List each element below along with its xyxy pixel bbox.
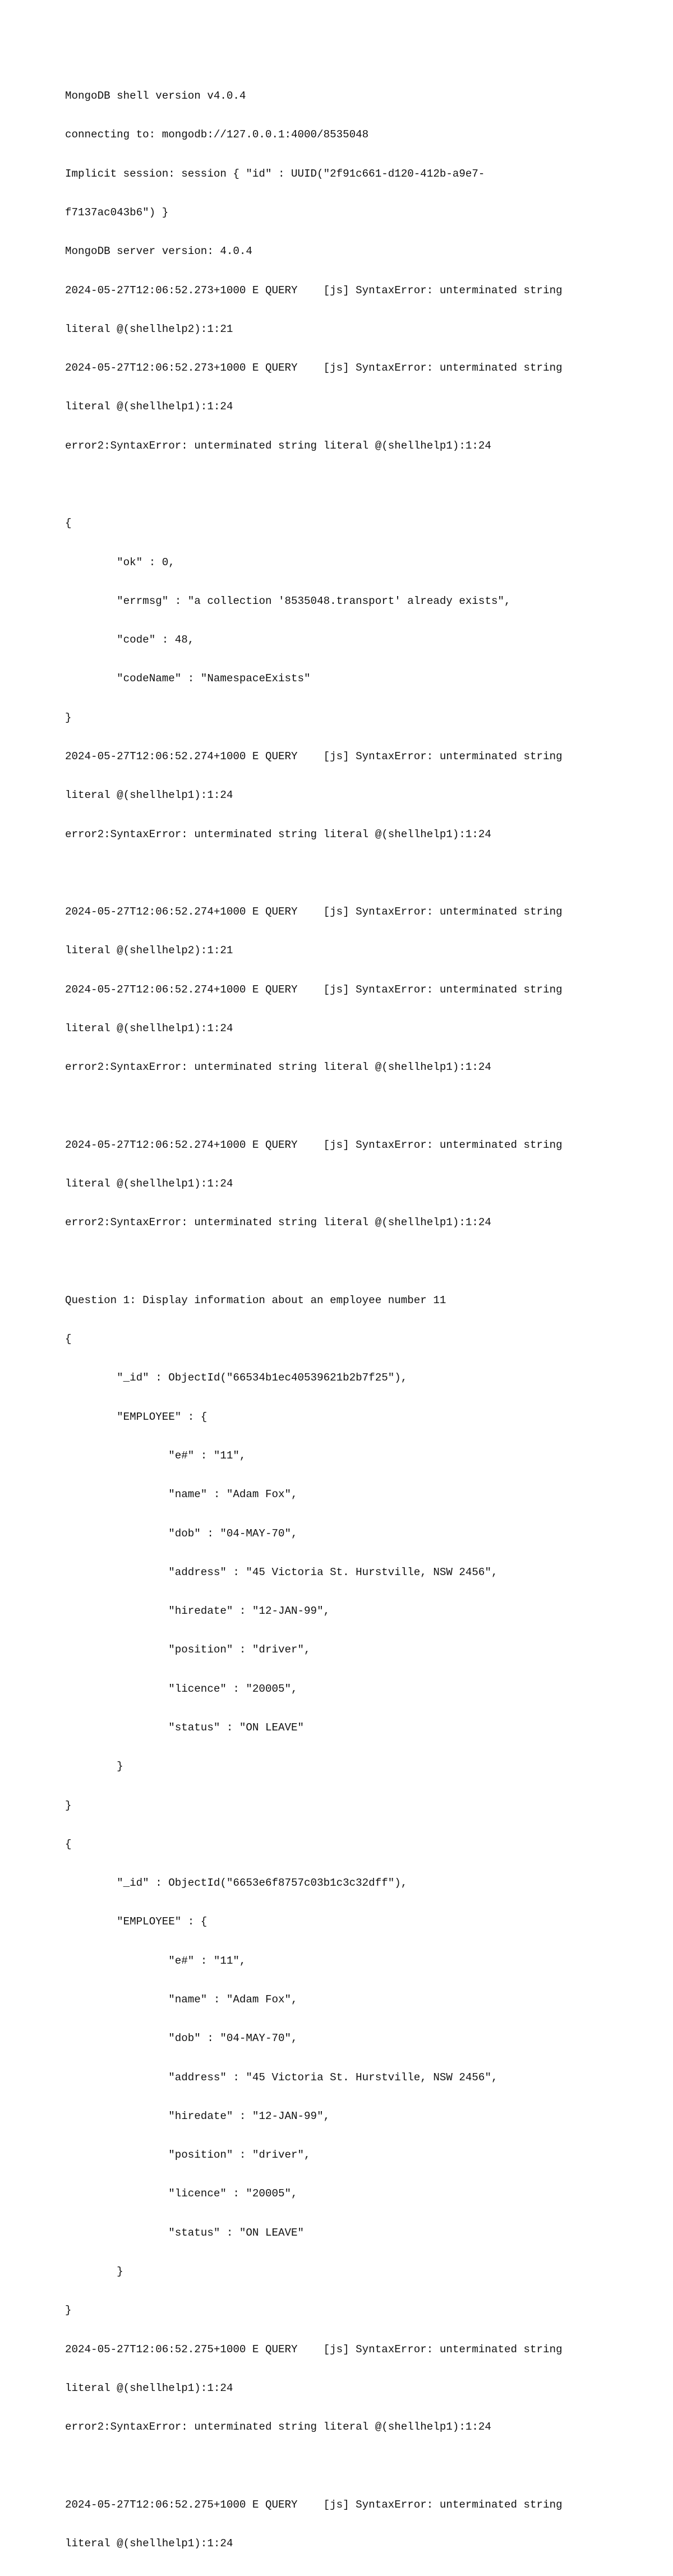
- output-line: MongoDB shell version v4.0.4: [65, 90, 246, 103]
- output-line: }: [65, 2265, 123, 2278]
- output-line: 2024-05-27T12:06:52.274+1000 E QUERY [js] SyntaxError: unterminated string: [65, 1138, 563, 1151]
- output-line: }: [65, 1799, 72, 1812]
- output-line: "licence" : "20005",: [65, 2187, 298, 2200]
- output-line: "hiredate" : "12-JAN-99",: [65, 1605, 330, 1618]
- output-line: MongoDB server version: 4.0.4: [65, 245, 252, 258]
- output-line: "EMPLOYEE" : {: [65, 1410, 208, 1423]
- output-line: "dob" : "04-MAY-70",: [65, 2032, 298, 2045]
- output-line: error2:SyntaxError: unterminated string literal @(shellhelp1):1:24: [65, 439, 491, 452]
- output-line: "code" : 48,: [65, 634, 195, 647]
- output-line: literal @(shellhelp1):1:24: [65, 1022, 233, 1035]
- output-line: Implicit session: session { "id" : UUID("2f91c661-d120-412b-a9e7-: [65, 167, 485, 180]
- output-line: 2024-05-27T12:06:52.274+1000 E QUERY [js] SyntaxError: unterminated string: [65, 906, 563, 918]
- output-line: literal @(shellhelp1):1:24: [65, 400, 233, 413]
- output-line: "status" : "ON LEAVE": [65, 1721, 305, 1734]
- output-line: [65, 2459, 626, 2472]
- output-line: "EMPLOYEE" : {: [65, 1915, 208, 1928]
- output-line: "e#" : "11",: [65, 1954, 246, 1967]
- output-line: "name" : "Adam Fox",: [65, 1488, 298, 1501]
- output-line: "licence" : "20005",: [65, 1682, 298, 1695]
- output-line: {: [65, 1333, 72, 1346]
- output-line: literal @(shellhelp2):1:21: [65, 322, 233, 335]
- output-line: "position" : "driver",: [65, 2149, 311, 2162]
- output-line: [65, 1100, 626, 1113]
- output-line: literal @(shellhelp1):1:24: [65, 789, 233, 802]
- output-line: "errmsg" : "a collection '8535048.transport' already exists",: [65, 594, 511, 607]
- question-heading: Question 1: Display information about an employee number 11: [65, 1294, 446, 1307]
- output-line: 2024-05-27T12:06:52.273+1000 E QUERY [js] SyntaxError: unterminated string: [65, 284, 563, 297]
- output-line: "dob" : "04-MAY-70",: [65, 1527, 298, 1540]
- output-line: "name" : "Adam Fox",: [65, 1993, 298, 2006]
- output-line: }: [65, 1760, 123, 1773]
- output-line: literal @(shellhelp1):1:24: [65, 1178, 233, 1190]
- output-line: "hiredate" : "12-JAN-99",: [65, 2109, 330, 2122]
- output-line: "address" : "45 Victoria St. Hurstville, NSW 2456",: [65, 2071, 498, 2084]
- output-line: error2:SyntaxError: unterminated string literal @(shellhelp1):1:24: [65, 1216, 491, 1229]
- output-line: literal @(shellhelp1):1:24: [65, 2381, 233, 2394]
- output-line: [65, 1255, 626, 1268]
- output-line: "e#" : "11",: [65, 1449, 246, 1462]
- output-line: 2024-05-27T12:06:52.274+1000 E QUERY [js] SyntaxError: unterminated string: [65, 983, 563, 996]
- shell-output: [65, 64, 626, 2576]
- output-line: "_id" : ObjectId("66534b1ec40539621b2b7f25"),: [65, 1372, 408, 1384]
- output-line: [65, 867, 626, 880]
- output-line: error2:SyntaxError: unterminated string literal @(shellhelp1):1:24: [65, 1061, 491, 1074]
- output-line: error2:SyntaxError: unterminated string literal @(shellhelp1):1:24: [65, 2421, 491, 2434]
- output-line: 2024-05-27T12:06:52.275+1000 E QUERY [js] SyntaxError: unterminated string: [65, 2343, 563, 2356]
- output-line: literal @(shellhelp2):1:21: [65, 944, 233, 957]
- output-line: 2024-05-27T12:06:52.273+1000 E QUERY [js] SyntaxError: unterminated string: [65, 362, 563, 375]
- output-line: "ok" : 0,: [65, 556, 175, 569]
- output-line: [65, 478, 626, 491]
- output-line: "codeName" : "NamespaceExists": [65, 672, 311, 685]
- output-line: connecting to: mongodb://127.0.0.1:4000/8535048: [65, 128, 369, 141]
- output-line: "_id" : ObjectId("6653e6f8757c03b1c3c32dff"),: [65, 1877, 408, 1890]
- output-line: "status" : "ON LEAVE": [65, 2226, 305, 2239]
- output-line: {: [65, 517, 72, 530]
- output-line: 2024-05-27T12:06:52.275+1000 E QUERY [js] SyntaxError: unterminated string: [65, 2498, 563, 2511]
- output-line: }: [65, 2304, 72, 2317]
- output-line: error2:SyntaxError: unterminated string literal @(shellhelp1):1:24: [65, 828, 491, 841]
- output-line: "position" : "driver",: [65, 1644, 311, 1656]
- output-line: 2024-05-27T12:06:52.274+1000 E QUERY [js] SyntaxError: unterminated string: [65, 750, 563, 763]
- output-line: }: [65, 711, 72, 724]
- output-line: {: [65, 1838, 72, 1850]
- output-line: "address" : "45 Victoria St. Hurstville, NSW 2456",: [65, 1566, 498, 1578]
- output-line: f7137ac043b6") }: [65, 206, 169, 219]
- output-line: literal @(shellhelp1):1:24: [65, 2537, 233, 2550]
